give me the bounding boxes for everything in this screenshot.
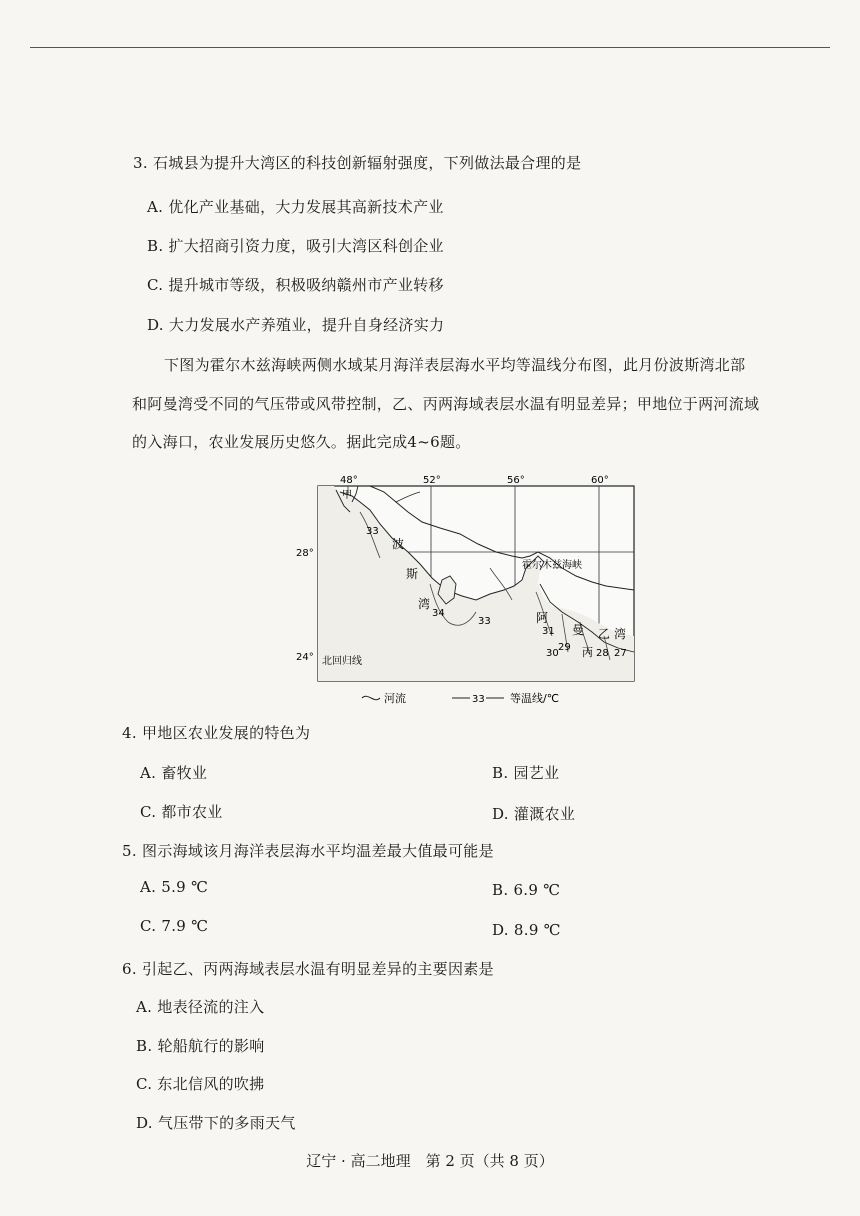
q5-option-a: A. 5.9 ℃ — [140, 878, 209, 896]
legend-isotherm-label: 等温线/℃ — [510, 692, 560, 705]
isotherm-value-34: 34 — [432, 608, 445, 619]
lon-label-56: 56° — [507, 475, 525, 486]
label-bing: 丙 — [582, 646, 593, 659]
passage-line-3: 的入海口，农业发展历史悠久。据此完成4~6题。 — [132, 433, 471, 451]
lon-label-60: 60° — [591, 475, 609, 486]
lon-label-52: 52° — [423, 475, 441, 486]
label-wan: 湾 — [418, 597, 431, 611]
q4-option-b: B. 园艺业 — [492, 764, 560, 782]
q4-option-c: C. 都市农业 — [140, 803, 223, 821]
legend-river-symbol — [362, 696, 380, 699]
label-wan2: 湾 — [614, 627, 627, 641]
top-rule — [30, 47, 830, 48]
isotherm-map — [296, 472, 640, 712]
isotherm-value-33-b: 33 — [478, 616, 491, 627]
q6-option-a: A. 地表径流的注入 — [136, 998, 265, 1016]
label-si: 斯 — [406, 567, 419, 581]
lon-label-48: 48° — [340, 475, 358, 486]
isotherm-value-27: 27 — [614, 648, 627, 659]
q5-option-b: B. 6.9 ℃ — [492, 881, 561, 899]
label-a: 阿 — [536, 611, 549, 625]
q4-stem: 4. 甲地区农业发展的特色为 — [122, 724, 311, 742]
label-yi: 乙 — [598, 627, 611, 641]
isotherm-value-29: 29 — [558, 642, 571, 653]
q5-option-d: D. 8.9 ℃ — [492, 921, 561, 939]
q5-option-c: C. 7.9 ℃ — [140, 917, 209, 935]
isotherm-value-30: 30 — [546, 648, 559, 659]
q3-option-d: D. 大力发展水产养殖业，提升自身经济实力 — [147, 316, 445, 334]
label-hormuz: 霍尔木兹海峡 — [522, 560, 582, 571]
q6-option-b: B. 轮船航行的影响 — [136, 1037, 265, 1055]
legend-isotherm-value: 33 — [472, 694, 485, 705]
label-jia: 甲 — [342, 490, 352, 501]
isotherm-value-28: 28 — [596, 648, 609, 659]
q6-option-c: C. 东北信风的吹拂 — [136, 1075, 265, 1093]
label-tropic: 北回归线 — [322, 656, 362, 667]
lat-label-28: 28° — [296, 548, 314, 559]
passage-line-1: 下图为霍尔木兹海峡两侧水域某月海洋表层海水平均等温线分布图，此月份波斯湾北部 — [164, 356, 746, 374]
lat-label-24: 24° — [296, 652, 314, 663]
q4-option-a: A. 畜牧业 — [140, 764, 208, 782]
q6-stem: 6. 引起乙、丙两海域表层水温有明显差异的主要因素是 — [122, 960, 494, 978]
label-man: 曼 — [572, 623, 585, 637]
q5-stem: 5. 图示海域该月海洋表层海水平均温差最大值最可能是 — [122, 842, 494, 860]
q4-option-d: D. 灌溉农业 — [492, 805, 576, 823]
page-footer: 辽宁 · 高二地理 第 2 页（共 8 页） — [306, 1152, 554, 1170]
q3-stem: 3. 石城县为提升大湾区的科技创新辐射强度，下列做法最合理的是 — [133, 154, 582, 172]
q3-option-b: B. 扩大招商引资力度，吸引大湾区科创企业 — [147, 237, 444, 255]
q3-option-a: A. 优化产业基础，大力发展其高新技术产业 — [147, 198, 444, 216]
label-bo: 波 — [392, 537, 405, 551]
passage-line-2: 和阿曼湾受不同的气压带或风带控制，乙、丙两海域表层水温有明显差异；甲地位于两河流域 — [132, 395, 760, 413]
isotherm-value-33-a: 33 — [366, 526, 379, 537]
q6-option-d: D. 气压带下的多雨天气 — [136, 1114, 296, 1132]
legend-river-label: 河流 — [384, 692, 406, 705]
q3-option-c: C. 提升城市等级，积极吸纳赣州市产业转移 — [147, 276, 444, 294]
isotherm-value-31: 31 — [542, 626, 555, 637]
